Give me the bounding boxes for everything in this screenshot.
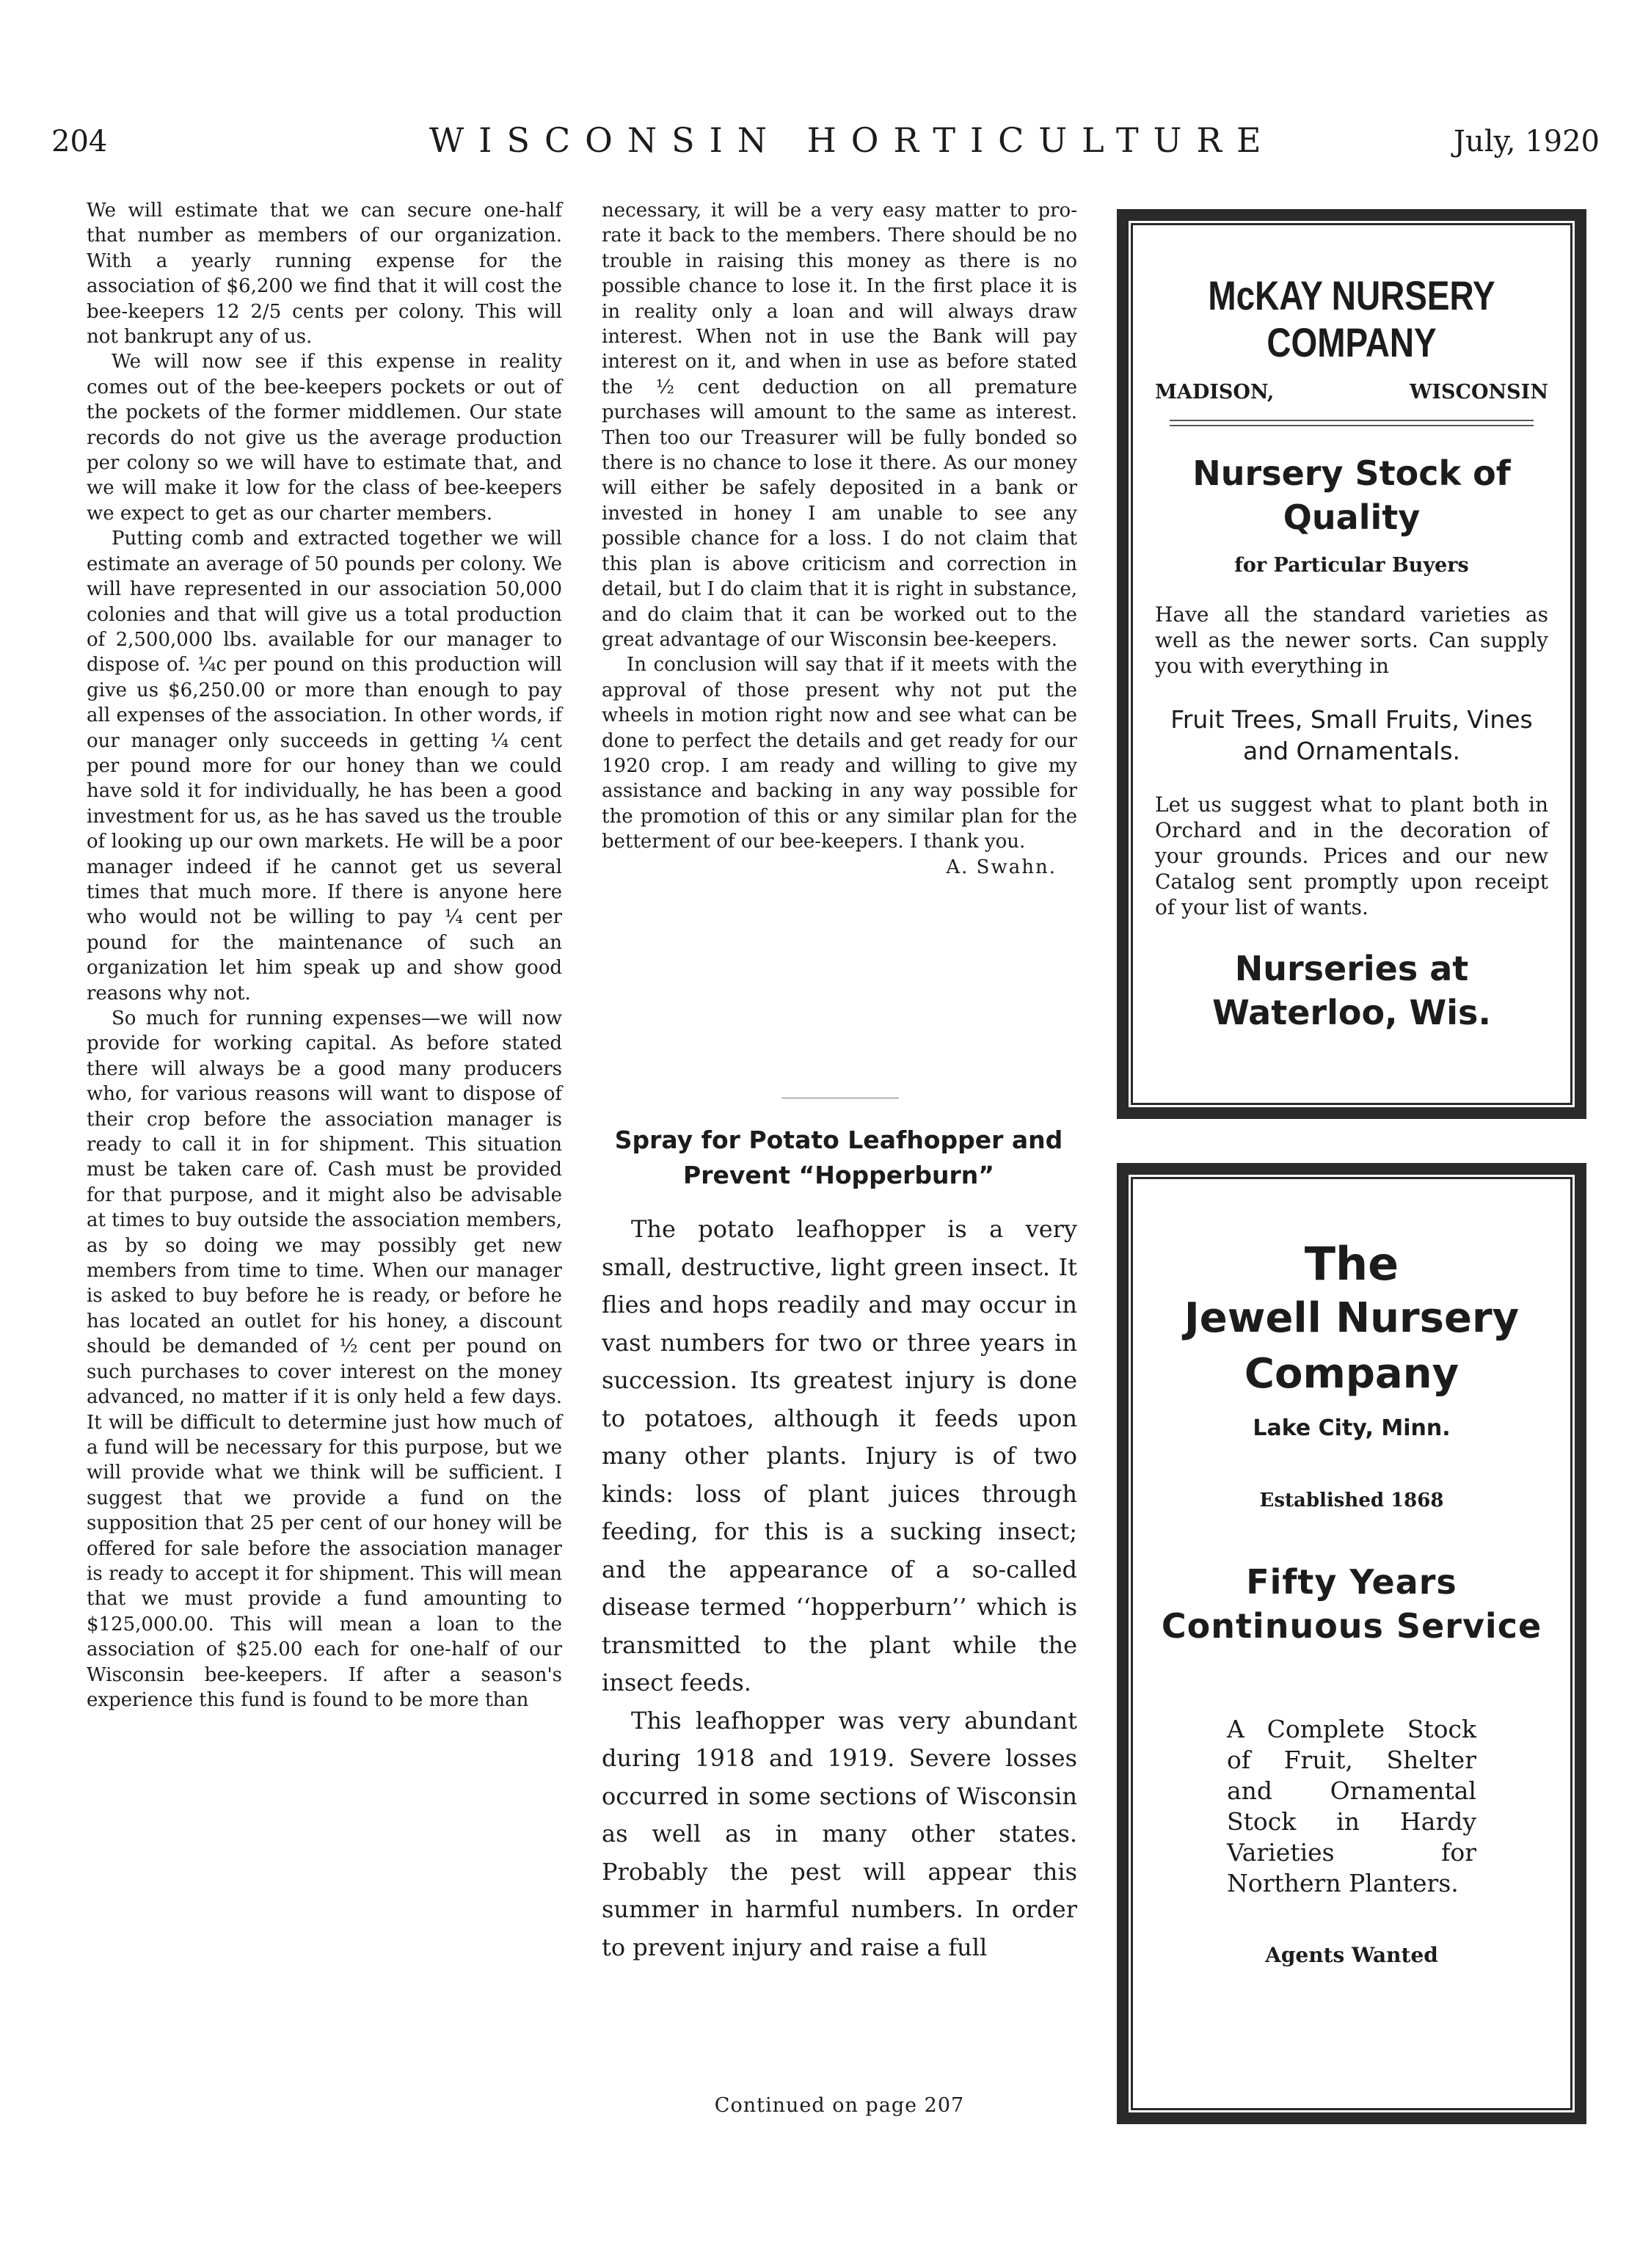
paragraph: Putting comb and extracted together we will estimate an average of 50 pounds per colony. We will have represented in our association 50,000 colonies and that will give us a total production of 2,500,000 lbs. available for our manager to dispose of. ¼c per pound on this production will give us $6,250.00 or more than enough to pay all expenses of the association. In other words, if our manager only succeeds in getting ¼ cent per pound more for our honey than we could have sold it for individually, he has been a good investment for us, as he has saved us the trouble of looking up our own markets. He will be a poor manager indeed if he cannot get us several times that much more. If there is anyone here who would not be willing to pay ¼ cent per pound for the maintenance of such an organization let him speak up and show good reasons why not. [87,528,562,1004]
page-number: 204 [51,125,108,158]
paragraph: This leafhopper was very abundant during 1918 and 1919. Severe losses occurred in some sections of Wisconsin as well as in many other states. Probably the pest will appear this summer in harmful numbers. In order to prevent injury and raise a full [602,1706,1077,1961]
ad-company-name: Jewell Nursery Company [1184,1294,1520,1398]
ad-location-callout: Nurseries at Waterloo, Wis. [1212,949,1491,1032]
ad-description: A Complete Stock of Fruit, Shelter and Ornamental Stock in Hardy Varieties for Northern Planters. [1227,1715,1476,1897]
ad-products: Fruit Trees, Small Fruits, Vines and Ornamentals. [1170,705,1533,765]
middle-column [602,198,1077,880]
ad-city: Lake City, Minn. [1253,1415,1451,1441]
paragraph: We will estimate that we can secure one-half that number as members of our organization. With a yearly running expense for the association of $6,200 we find that it will cost the bee-keepers 12 2/5 cents per colony. This will not bankrupt any of us. [87,200,562,349]
paragraph: necessary, it will be a very easy matter to pro-rate it back to the members. There should be no trouble in raising this money as there is no possible chance to lose it. In the first place it is in reality only a loan and will always draw interest. When not in use the Bank will pay interest on it, and when in use as before stated the ½ cent deduction on all premature purchases will amount to the same as interest. Then too our Treasurer will be fully bonded so there is no chance to lose it there. As our money will either be safely deposited in a bank or invested in honey I am unable to see any possible chance for a loss. I do not claim that this plan is above criticism and correction in detail, but I do claim that it is right in substance, and do claim that it can be worked out to the great advantage of our Wisconsin bee-keepers. [602,200,1077,651]
jewell-nursery-ad [1117,1163,1586,2124]
ad-state: WISCONSIN [1410,381,1548,404]
paragraph: In conclusion will say that if it meets with the approval of those present why not put the wheels in motion right now and see what can be done to perfect the details and get ready for our 1920 crop. I am ready and willing to give my assistance and backing in any way possible for the promotion of this or any similar plan for the betterment of our bee-keepers. I thank you. [602,654,1077,853]
issue-date: July, 1920 [1453,125,1600,158]
ad-location-line [1155,381,1548,404]
ad-subline: for Particular Buyers [1234,554,1469,577]
ad-body-text: Let us suggest what to plant both in Orchard and in the decoration of your grounds. Prices and our new Catalog sent promptly upon receipt of your list of wants. [1155,792,1548,919]
article-body [602,1211,1077,1966]
ad-the: The [1304,1237,1399,1291]
article-headline: Spray for Potato Leafhopper and Prevent “Hopperburn” [614,1126,1063,1189]
publication-title: WISCONSIN HORTICULTURE [429,120,1276,160]
ad-city: MADISON, [1155,381,1275,404]
left-column [87,198,562,1713]
ad-headline: Nursery Stock of Quality [1192,453,1511,537]
ad-body-text: Have all the standard varieties as well as the newer sorts. Can supply you with everything in [1155,602,1548,678]
mckay-nursery-ad [1117,209,1586,1119]
ad-company-name: McKAY NURSERY COMPANY [1208,272,1495,365]
ad-tagline: Fifty Years Continuous Service [1161,1562,1542,1646]
paragraph: We will now see if this expense in reality comes out of the bee-keepers pockets or out of the pockets of the former middlemen. Our state records do not give us the average production per colony so we will have to estimate that, and we will make it low for the class of bee-keepers we expect to get as our charter members. [87,351,562,525]
page-header [51,120,1600,169]
author-signature: A. Swahn. [946,856,1057,878]
paragraph: So much for running expenses—we will now provide for working capital. As before stated there will always be a good many producers who, for various reasons will want to dispose of their crop before the association manager is ready to call it in for shipment. This situation must be taken care of. Cash must be provided for that purpose, and it might also be advisable at times to buy outside the association members, as by so doing we may possibly get new members from time to time. When our manager is asked to buy before he is ready, or before he has located an outlet for his honey, a discount should be demanded of ½ cent per pound on such purchases to cover interest on the money advanced, no matter if it is only held a few days. It will be difficult to determine just how much of a fund will be necessary for this purpose, but we will provide what we think will be sufficient. I suggest that we provide a fund on the supposition that 25 per cent of our honey will be offered for sale before the association manager is ready to accept it for shipment. This will mean that we must provide a fund amounting to $125,000.00. This will mean a loan to the association of $25.00 each for one-half of our Wisconsin bee-keepers. If after a season's experience this fund is found to be more than [87,1007,562,1711]
ad-divider [1170,420,1534,426]
ad-agents-wanted: Agents Wanted [1265,1943,1438,1967]
continued-note: Continued on page 207 [714,2094,965,2117]
paragraph: The potato leafhopper is a very small, destructive, light green insect. It flies and hops readily and may occur in vast numbers for two or three years in succession. Its greatest injury is done to potatoes, although it feeds upon many other plants. Injury is of two kinds: loss of plant juices through feeding, for this is a sucking insect; and the appearance of a so-called disease termed ‘‘hopperburn’’ which is transmitted to the plant while the insect feeds. [602,1215,1077,1696]
ad-established: Established 1868 [1259,1489,1444,1512]
